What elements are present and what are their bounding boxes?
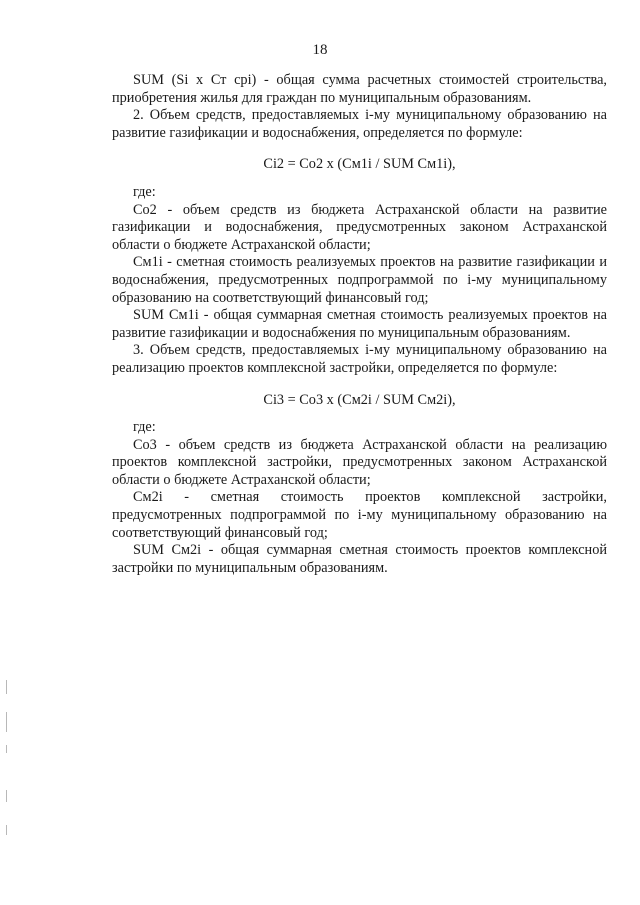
formula-ci2: Ci2 = Co2 x (Cм1i / SUM Cм1i),: [263, 156, 456, 173]
where-label-2: где:: [133, 419, 156, 436]
page-number: 18: [312, 42, 328, 58]
paragraph-item-2: 2. Объем средств, предоставляемых i-му муниципальному образованию на развитие газификации и водоснабжения, определяется по формуле:: [112, 107, 607, 141]
paragraph-sum-si: SUM (Si x Ст срi) - общая сумма расчетных стоимостей строительства, приобретения жилья для граждан по муниципальным образованиям.: [112, 72, 607, 106]
where-label-1: где:: [133, 183, 156, 200]
definition-sum-cm2i: SUM Cм2i - общая суммарная сметная стоимость проектов комплексной застройки по муниципальным образованиям.: [112, 542, 607, 576]
definition-co3: Co3 - объем средств из бюджета Астраханской области на реализацию проектов комплексной застройки, предусмотренных законом Астраханской области о бюджете Астраханской области;: [112, 436, 607, 488]
paragraph-item-3: 3. Объем средств, предоставляемых i-му муниципальному образованию на реализацию проектов комплексной застройки, определяется по формуле:: [112, 342, 607, 376]
scan-mark: [6, 745, 7, 753]
document-body: [112, 72, 607, 577]
definition-cm2i: Cм2i - сметная стоимость проектов комплексной застройки, предусмотренных подпрограммой по i-му муниципальному образованию на соответствующий финансовый год;: [112, 489, 607, 541]
definition-cm1i: Cм1i - сметная стоимость реализуемых проектов на развитие газификации и водоснабжения, предусмотренных подпрограммой по i-му муниципальному образованию на соответствующий финансовый год;: [112, 254, 607, 306]
scan-mark: [6, 680, 7, 694]
formula-ci3: Ci3 = Co3 x (Cм2i / SUM Cм2i),: [263, 391, 456, 408]
definition-co2: Co2 - объем средств из бюджета Астраханской области на развитие газификации и водоснабжения, предусмотренных законом Астраханской области о бюджете Астраханской области;: [112, 201, 607, 253]
scan-mark: [6, 712, 7, 732]
scan-mark: [6, 790, 7, 802]
definition-sum-cm1i: SUM Cм1i - общая суммарная сметная стоимость реализуемых проектов на развитие газификации и водоснабжения по муниципальным образованиям.: [112, 307, 607, 341]
scan-mark: [6, 825, 7, 835]
